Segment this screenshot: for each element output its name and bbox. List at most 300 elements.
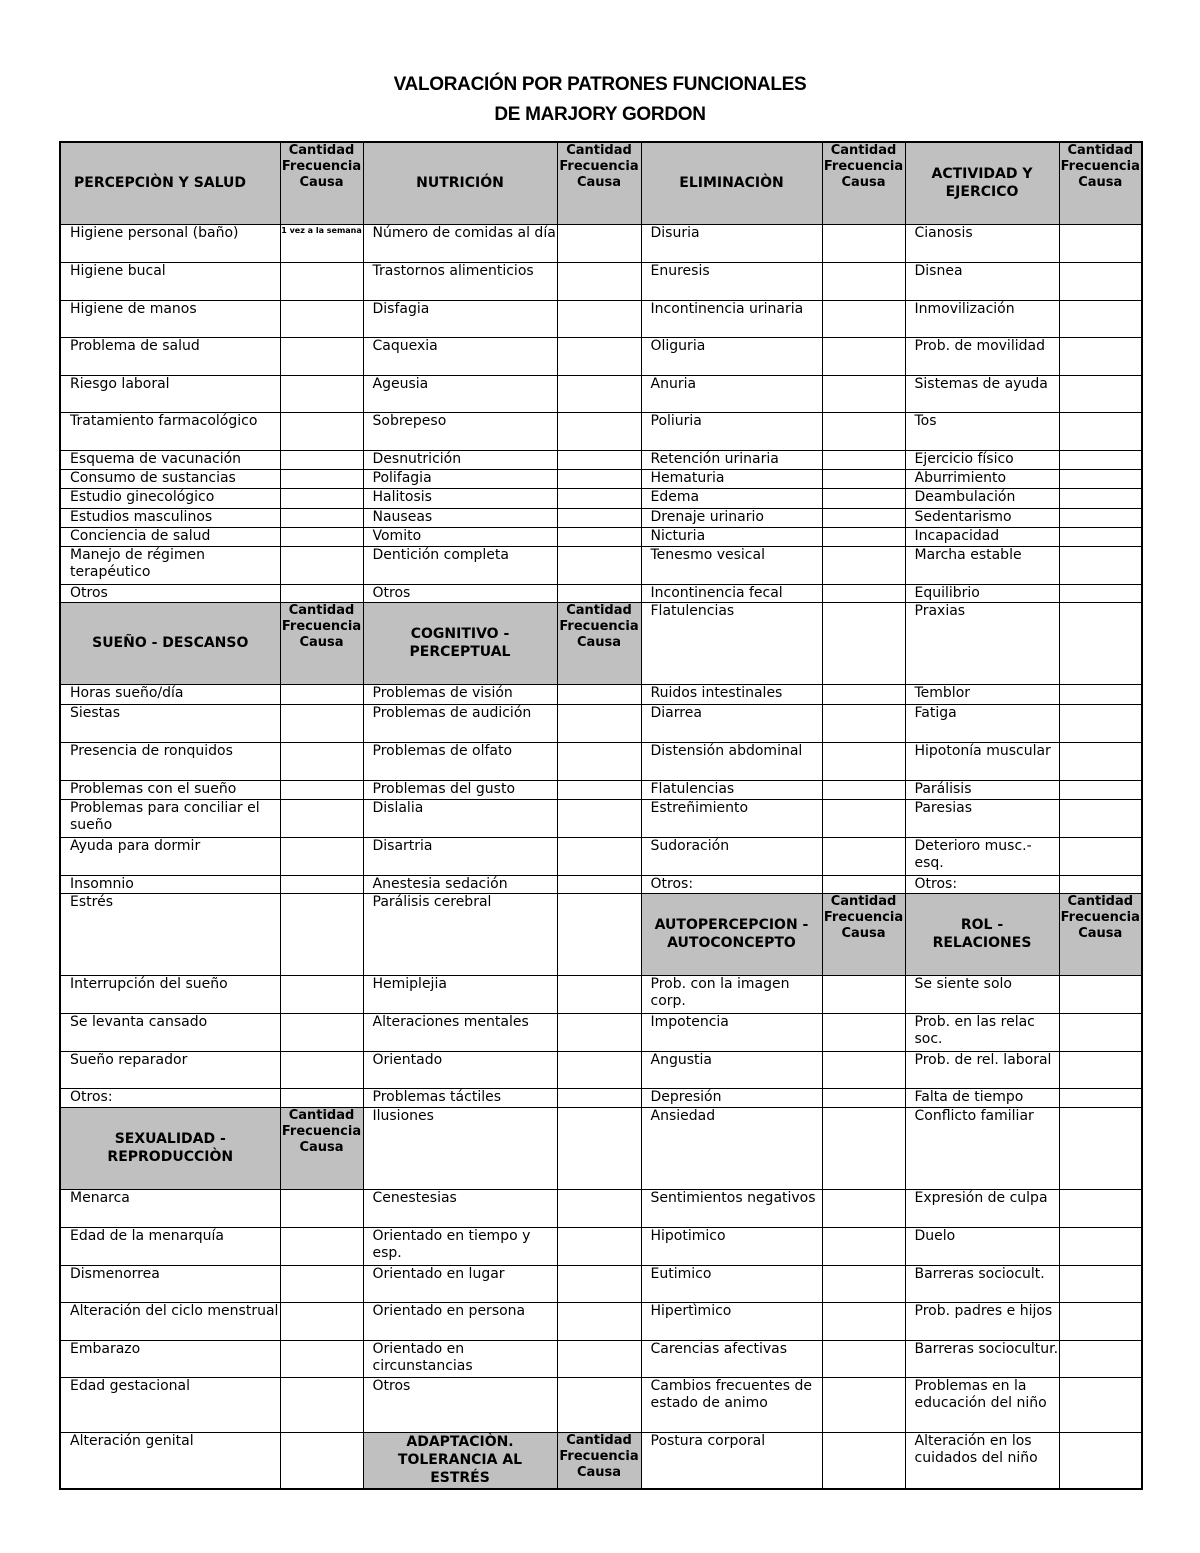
quantity-cell[interactable] [1059, 469, 1142, 488]
item-label: Aburrimiento [905, 469, 1059, 488]
quantity-cell[interactable] [1059, 1340, 1142, 1377]
quantity-cell[interactable] [822, 1265, 905, 1302]
item-label: Se siente solo [905, 975, 1059, 1013]
item-label: Praxias [905, 602, 1059, 684]
quantity-cell[interactable] [1059, 300, 1142, 337]
quantity-cell[interactable] [557, 527, 641, 546]
table-row [60, 1013, 1142, 1051]
quantity-cell[interactable] [557, 1088, 641, 1107]
item-label: Prob. padres e hijos [905, 1302, 1059, 1340]
quantity-cell[interactable] [557, 1189, 641, 1227]
item-label: Dismenorrea [60, 1265, 280, 1302]
item-label: Número de comidas al día [363, 224, 557, 262]
item-label: Hipertìmico [641, 1302, 822, 1340]
item-label: Orientado en persona [363, 1302, 557, 1340]
item-label: Prob. de movilidad [905, 337, 1059, 375]
item-label: Conciencia de salud [60, 527, 280, 546]
table-row [60, 527, 1142, 546]
quantity-cell[interactable] [822, 1013, 905, 1051]
quantity-cell[interactable] [557, 799, 641, 837]
quantity-cell[interactable] [1059, 508, 1142, 527]
quantity-cell[interactable] [280, 1051, 363, 1088]
item-label: Depresión [641, 1088, 822, 1107]
quantity-cell[interactable] [280, 1302, 363, 1340]
item-label: Higiene bucal [60, 262, 280, 300]
table-row [60, 142, 1142, 224]
quantity-header: Cantidad Frecuencia Causa [1059, 142, 1142, 224]
quantity-cell[interactable] [557, 893, 641, 975]
item-label: Problema de salud [60, 337, 280, 375]
table-row [60, 450, 1142, 469]
quantity-cell[interactable] [557, 508, 641, 527]
quantity-cell[interactable] [1059, 684, 1142, 704]
quantity-cell[interactable] [280, 224, 363, 262]
item-label: Prob. con la imagen corp. [641, 975, 822, 1013]
quantity-cell[interactable] [822, 262, 905, 300]
item-label: Insomnio [60, 875, 280, 893]
item-label: Ansiedad [641, 1107, 822, 1189]
quantity-cell[interactable] [557, 875, 641, 893]
item-label: Problemas en la educación del niño [905, 1377, 1059, 1432]
table-row [60, 742, 1142, 780]
quantity-cell[interactable] [1059, 262, 1142, 300]
document-title-line2: DE MARJORY GORDON [494, 104, 706, 125]
quantity-cell[interactable] [822, 584, 905, 602]
item-label: Temblor [905, 684, 1059, 704]
item-label: Estrés [60, 893, 280, 975]
item-label: Hematuria [641, 469, 822, 488]
item-label: Otros: [905, 875, 1059, 893]
item-label: Menarca [60, 1189, 280, 1227]
item-label: Cenestesias [363, 1189, 557, 1227]
item-label: Sedentarismo [905, 508, 1059, 527]
quantity-cell[interactable] [557, 780, 641, 799]
item-label: Presencia de ronquidos [60, 742, 280, 780]
table-row [60, 1051, 1142, 1088]
quantity-cell[interactable] [280, 337, 363, 375]
quantity-cell[interactable] [557, 1013, 641, 1051]
quantity-cell[interactable] [280, 300, 363, 337]
quantity-cell[interactable] [280, 1340, 363, 1377]
quantity-cell[interactable] [822, 1340, 905, 1377]
quantity-cell[interactable] [822, 875, 905, 893]
quantity-cell[interactable] [557, 742, 641, 780]
quantity-cell[interactable] [1059, 584, 1142, 602]
quantity-cell[interactable] [557, 704, 641, 742]
quantity-cell[interactable] [280, 527, 363, 546]
quantity-cell[interactable] [822, 527, 905, 546]
item-label: Problemas del gusto [363, 780, 557, 799]
quantity-cell[interactable] [557, 1051, 641, 1088]
quantity-cell[interactable] [822, 1051, 905, 1088]
table-row [60, 704, 1142, 742]
item-label: Orientado en tiempo y esp. [363, 1227, 557, 1265]
item-label: Estudios masculinos [60, 508, 280, 527]
quantity-cell[interactable] [1059, 742, 1142, 780]
quantity-cell[interactable] [557, 1107, 641, 1189]
table-row [60, 1107, 1142, 1189]
table-row [60, 1265, 1142, 1302]
table-row [60, 1189, 1142, 1227]
item-label: Otros [363, 584, 557, 602]
item-label: Estreñimiento [641, 799, 822, 837]
quantity-cell[interactable] [1059, 975, 1142, 1013]
table-row [60, 1088, 1142, 1107]
item-label: Otros [363, 1377, 557, 1432]
item-label: Higiene de manos [60, 300, 280, 337]
quantity-cell[interactable] [280, 799, 363, 837]
quantity-cell[interactable] [280, 469, 363, 488]
quantity-cell[interactable] [822, 300, 905, 337]
quantity-cell[interactable] [280, 488, 363, 508]
quantity-cell[interactable] [822, 375, 905, 412]
quantity-cell[interactable] [822, 1432, 905, 1489]
item-label: Tratamiento farmacológico [60, 412, 280, 450]
item-label: Barreras sociocult. [905, 1265, 1059, 1302]
item-label: Angustia [641, 1051, 822, 1088]
quantity-cell[interactable] [822, 1377, 905, 1432]
item-label: Sobrepeso [363, 412, 557, 450]
quantity-cell[interactable] [822, 546, 905, 584]
quantity-cell[interactable] [1059, 488, 1142, 508]
item-label: Otros [60, 584, 280, 602]
quantity-cell[interactable] [557, 684, 641, 704]
item-label: Impotencia [641, 1013, 822, 1051]
item-label: Cianosis [905, 224, 1059, 262]
item-label: Alteración genital [60, 1432, 280, 1489]
quantity-cell[interactable] [557, 1302, 641, 1340]
document-title-line1: VALORACIÓN POR PATRONES FUNCIONALES [393, 74, 807, 95]
table-row [60, 837, 1142, 875]
quantity-header: Cantidad Frecuencia Causa [822, 142, 905, 224]
quantity-cell[interactable] [280, 1377, 363, 1432]
quantity-cell[interactable] [822, 975, 905, 1013]
quantity-cell[interactable] [1059, 1013, 1142, 1051]
table-row [60, 546, 1142, 584]
item-label: Higiene personal (baño) [60, 224, 280, 262]
quantity-cell[interactable] [280, 975, 363, 1013]
quantity-cell[interactable] [822, 1107, 905, 1189]
item-label: Expresión de culpa [905, 1189, 1059, 1227]
quantity-cell[interactable] [557, 1227, 641, 1265]
item-label: Desnutrición [363, 450, 557, 469]
item-label: Paresias [905, 799, 1059, 837]
table-row [60, 875, 1142, 893]
item-label: Alteración del ciclo menstrual [60, 1302, 280, 1340]
item-label: Incontinencia urinaria [641, 300, 822, 337]
quantity-cell[interactable] [1059, 375, 1142, 412]
quantity-cell[interactable] [1059, 527, 1142, 546]
item-label: Vomito [363, 527, 557, 546]
item-label: Polifagia [363, 469, 557, 488]
quantity-cell[interactable] [280, 262, 363, 300]
item-label: Deambulación [905, 488, 1059, 508]
item-label: Diarrea [641, 704, 822, 742]
item-label: Retención urinaria [641, 450, 822, 469]
quantity-cell[interactable] [1059, 1302, 1142, 1340]
table-row [60, 337, 1142, 375]
quantity-cell[interactable] [822, 469, 905, 488]
table-row [60, 684, 1142, 704]
quantity-cell[interactable] [1059, 1227, 1142, 1265]
quantity-cell[interactable] [1059, 224, 1142, 262]
item-label: Hemiplejia [363, 975, 557, 1013]
item-label: Barreras sociocultur. [905, 1340, 1059, 1377]
item-label: Eutimico [641, 1265, 822, 1302]
item-label: Flatulencias [641, 602, 822, 684]
quantity-cell[interactable] [280, 1013, 363, 1051]
item-label: Dentición completa [363, 546, 557, 584]
item-label: Orientado en circunstancias [363, 1340, 557, 1377]
quantity-cell[interactable] [1059, 546, 1142, 584]
item-label: Problemas para conciliar el sueño [60, 799, 280, 837]
quantity-cell[interactable] [822, 1227, 905, 1265]
section-header: ACTIVIDAD Y EJERCICO [905, 142, 1059, 224]
item-label: Caquexia [363, 337, 557, 375]
section-header: COGNITIVO - PERCEPTUAL [363, 602, 557, 684]
item-label: Edema [641, 488, 822, 508]
quantity-cell[interactable] [280, 893, 363, 975]
item-label: Ayuda para dormir [60, 837, 280, 875]
quantity-cell[interactable] [822, 412, 905, 450]
item-label: Drenaje urinario [641, 508, 822, 527]
item-label: Problemas de visión [363, 684, 557, 704]
quantity-cell[interactable] [1059, 337, 1142, 375]
item-label: Disfagia [363, 300, 557, 337]
quantity-cell[interactable] [280, 837, 363, 875]
item-label: Poliuria [641, 412, 822, 450]
quantity-header: Cantidad Frecuencia Causa [557, 142, 641, 224]
item-label: Horas sueño/día [60, 684, 280, 704]
quantity-header: Cantidad Frecuencia Causa [280, 602, 363, 684]
quantity-cell[interactable] [557, 1340, 641, 1377]
quantity-cell[interactable] [557, 584, 641, 602]
item-label: Otros: [60, 1088, 280, 1107]
quantity-cell[interactable] [557, 375, 641, 412]
quantity-cell[interactable] [557, 488, 641, 508]
quantity-cell[interactable] [1059, 412, 1142, 450]
table-row [60, 1340, 1142, 1377]
quantity-cell[interactable] [280, 508, 363, 527]
item-label: Problemas de olfato [363, 742, 557, 780]
section-header: ROL - RELACIONES [905, 893, 1059, 975]
section-header: ELIMINACIÒN [641, 142, 822, 224]
section-header: SUEÑO - DESCANSO [60, 602, 280, 684]
item-label: Embarazo [60, 1340, 280, 1377]
item-label: Manejo de régimen terapéutico [60, 546, 280, 584]
frequency-note: 1 vez a la semana [281, 225, 362, 235]
item-label: Disartria [363, 837, 557, 875]
item-label: Nauseas [363, 508, 557, 527]
table-row [60, 508, 1142, 527]
quantity-cell[interactable] [822, 799, 905, 837]
quantity-cell[interactable] [557, 837, 641, 875]
quantity-cell[interactable] [822, 488, 905, 508]
table-row [60, 1377, 1142, 1432]
quantity-cell[interactable] [1059, 837, 1142, 875]
item-label: Trastornos alimenticios [363, 262, 557, 300]
quantity-cell[interactable] [280, 684, 363, 704]
item-label: Interrupción del sueño [60, 975, 280, 1013]
quantity-header: Cantidad Frecuencia Causa [280, 1107, 363, 1189]
item-label: Anestesia sedación [363, 875, 557, 893]
quantity-cell[interactable] [1059, 1107, 1142, 1189]
quantity-cell[interactable] [1059, 780, 1142, 799]
quantity-cell[interactable] [822, 337, 905, 375]
quantity-header: Cantidad Frecuencia Causa [557, 1432, 641, 1489]
quantity-cell[interactable] [280, 1432, 363, 1489]
item-label: Estudio ginecológico [60, 488, 280, 508]
quantity-cell[interactable] [1059, 875, 1142, 893]
item-label: Disnea [905, 262, 1059, 300]
item-label: Duelo [905, 1227, 1059, 1265]
quantity-cell[interactable] [1059, 1265, 1142, 1302]
quantity-cell[interactable] [822, 684, 905, 704]
quantity-cell[interactable] [1059, 1189, 1142, 1227]
quantity-cell[interactable] [1059, 1432, 1142, 1489]
quantity-cell[interactable] [280, 1189, 363, 1227]
item-label: Esquema de vacunación [60, 450, 280, 469]
item-label: Fatiga [905, 704, 1059, 742]
item-label: Halitosis [363, 488, 557, 508]
quantity-cell[interactable] [557, 412, 641, 450]
quantity-cell[interactable] [822, 1302, 905, 1340]
quantity-cell[interactable] [557, 1377, 641, 1432]
quantity-cell[interactable] [557, 450, 641, 469]
quantity-cell[interactable] [822, 508, 905, 527]
item-label: Equilibrio [905, 584, 1059, 602]
item-label: Postura corporal [641, 1432, 822, 1489]
item-label: Ilusiones [363, 1107, 557, 1189]
quantity-cell[interactable] [557, 337, 641, 375]
item-label: Dislalia [363, 799, 557, 837]
item-label: Prob. de rel. laboral [905, 1051, 1059, 1088]
quantity-cell[interactable] [280, 742, 363, 780]
item-label: Anuria [641, 375, 822, 412]
quantity-cell[interactable] [822, 602, 905, 684]
item-label: Distensión abdominal [641, 742, 822, 780]
quantity-cell[interactable] [822, 1088, 905, 1107]
item-label: Inmovilización [905, 300, 1059, 337]
table-row [60, 1302, 1142, 1340]
item-label: Consumo de sustancias [60, 469, 280, 488]
quantity-cell[interactable] [280, 546, 363, 584]
table-row [60, 1432, 1142, 1489]
quantity-cell[interactable] [280, 704, 363, 742]
item-label: Hipotonía muscular [905, 742, 1059, 780]
item-label: Parálisis cerebral [363, 893, 557, 975]
item-label: Ejercicio físico [905, 450, 1059, 469]
quantity-header: Cantidad Frecuencia Causa [557, 602, 641, 684]
item-label: Incapacidad [905, 527, 1059, 546]
quantity-header: Cantidad Frecuencia Causa [280, 142, 363, 224]
quantity-cell[interactable] [557, 262, 641, 300]
quantity-cell[interactable] [280, 875, 363, 893]
item-label: Sistemas de ayuda [905, 375, 1059, 412]
quantity-cell[interactable] [1059, 602, 1142, 684]
table-row [60, 602, 1142, 684]
quantity-header: Cantidad Frecuencia Causa [822, 893, 905, 975]
item-label: Riesgo laboral [60, 375, 280, 412]
item-label: Parálisis [905, 780, 1059, 799]
quantity-cell[interactable] [1059, 1051, 1142, 1088]
item-label: Enuresis [641, 262, 822, 300]
quantity-cell[interactable] [557, 975, 641, 1013]
item-label: Flatulencias [641, 780, 822, 799]
table-row [60, 799, 1142, 837]
quantity-cell[interactable] [822, 780, 905, 799]
quantity-cell[interactable] [280, 780, 363, 799]
item-label: Disuria [641, 224, 822, 262]
quantity-cell[interactable] [557, 300, 641, 337]
item-label: Conflicto familiar [905, 1107, 1059, 1189]
quantity-cell[interactable] [280, 584, 363, 602]
item-label: Sueño reparador [60, 1051, 280, 1088]
item-label: Carencias afectivas [641, 1340, 822, 1377]
item-label: Problemas de audición [363, 704, 557, 742]
item-label: Siestas [60, 704, 280, 742]
item-label: Ruidos intestinales [641, 684, 822, 704]
item-label: Tenesmo vesical [641, 546, 822, 584]
item-label: Otros: [641, 875, 822, 893]
table-row [60, 375, 1142, 412]
quantity-cell[interactable] [280, 450, 363, 469]
quantity-cell[interactable] [280, 1265, 363, 1302]
quantity-cell[interactable] [822, 742, 905, 780]
table-row [60, 584, 1142, 602]
quantity-header: Cantidad Frecuencia Causa [1059, 893, 1142, 975]
item-label: Hipotimico [641, 1227, 822, 1265]
quantity-cell[interactable] [280, 375, 363, 412]
quantity-cell[interactable] [557, 546, 641, 584]
item-label: Alteración en los cuidados del niño [905, 1432, 1059, 1489]
table-row [60, 893, 1142, 975]
item-label: Incontinencia fecal [641, 584, 822, 602]
item-label: Se levanta cansado [60, 1013, 280, 1051]
quantity-cell[interactable] [557, 1265, 641, 1302]
section-header: ADAPTACIÒN. TOLERANCIA AL ESTRÉS [363, 1432, 557, 1489]
quantity-cell[interactable] [1059, 799, 1142, 837]
quantity-cell[interactable] [280, 1227, 363, 1265]
quantity-cell[interactable] [822, 1189, 905, 1227]
quantity-cell[interactable] [822, 837, 905, 875]
quantity-cell[interactable] [1059, 1088, 1142, 1107]
item-label: Prob. en las relac soc. [905, 1013, 1059, 1051]
section-header: PERCEPCIÒN Y SALUD [60, 142, 280, 224]
item-label: Edad gestacional [60, 1377, 280, 1432]
quantity-cell[interactable] [1059, 1377, 1142, 1432]
quantity-cell[interactable] [822, 224, 905, 262]
item-label: Deterioro musc.-esq. [905, 837, 1059, 875]
item-label: Orientado en lugar [363, 1265, 557, 1302]
item-label: Problemas con el sueño [60, 780, 280, 799]
quantity-cell[interactable] [1059, 450, 1142, 469]
quantity-cell[interactable] [280, 412, 363, 450]
quantity-cell[interactable] [822, 450, 905, 469]
item-label: Cambios frecuentes de estado de animo [641, 1377, 822, 1432]
quantity-cell[interactable] [280, 1088, 363, 1107]
item-label: Falta de tiempo [905, 1088, 1059, 1107]
table-row [60, 224, 1142, 262]
quantity-cell[interactable] [557, 224, 641, 262]
item-label: Orientado [363, 1051, 557, 1088]
assessment-table [59, 141, 1143, 1490]
quantity-cell[interactable] [822, 704, 905, 742]
item-label: Ageusia [363, 375, 557, 412]
quantity-cell[interactable] [1059, 704, 1142, 742]
quantity-cell[interactable] [557, 469, 641, 488]
item-label: Alteraciones mentales [363, 1013, 557, 1051]
